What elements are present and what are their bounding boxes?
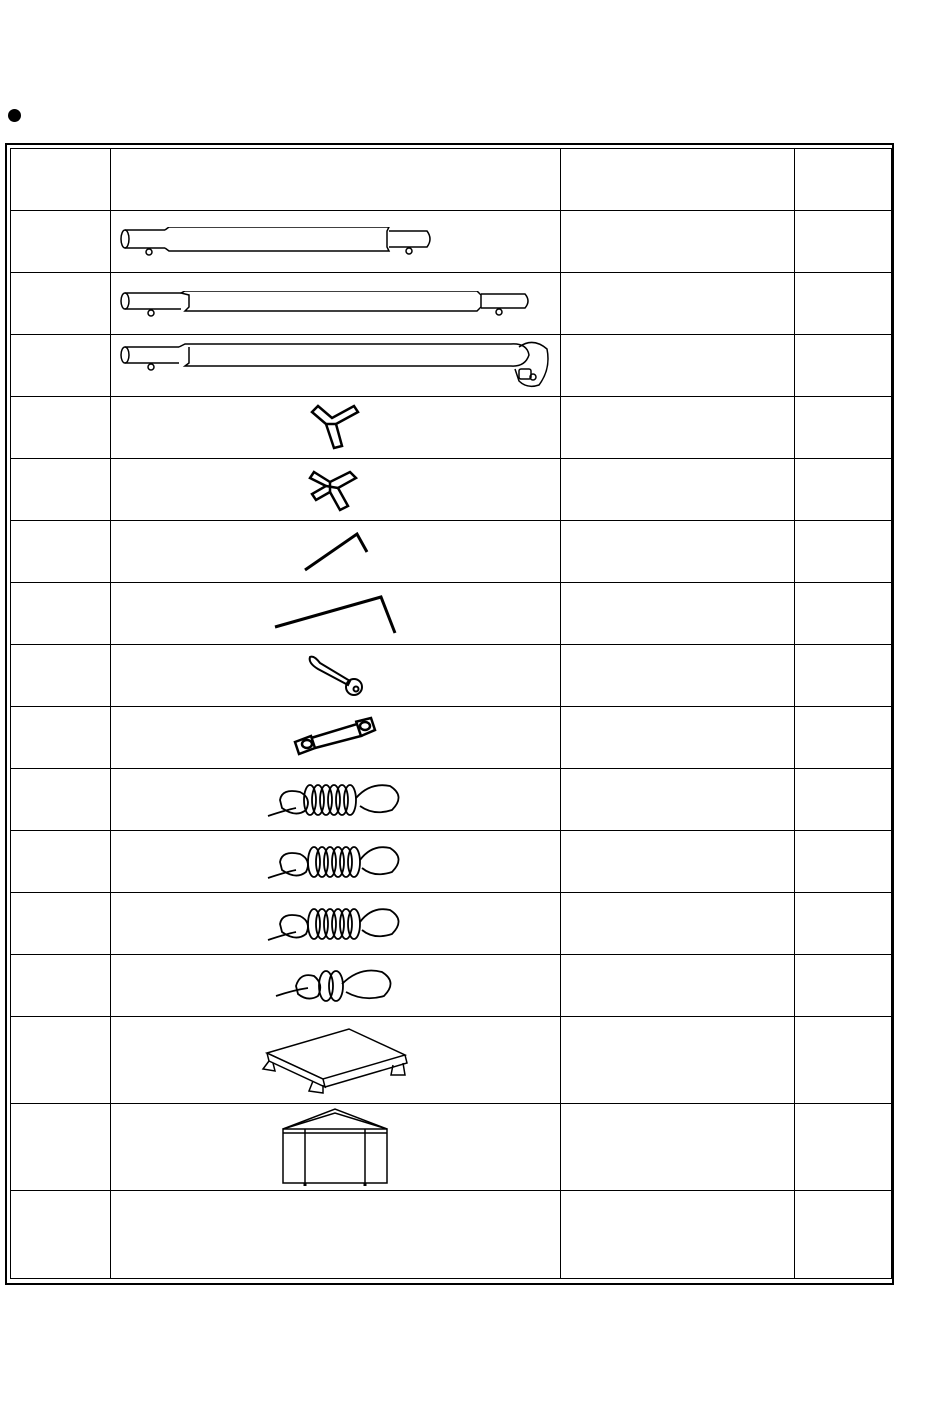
- picture-cell: [111, 769, 561, 831]
- quantity-cell: [795, 707, 892, 769]
- description-cell: [561, 1104, 795, 1191]
- description-cell: [561, 211, 795, 273]
- table-row: [11, 645, 892, 707]
- part-number-cell: [11, 459, 111, 521]
- picture-cell: [111, 211, 561, 273]
- quantity-cell: [795, 955, 892, 1017]
- header-row: [11, 149, 892, 211]
- bullet-icon: [8, 109, 21, 122]
- parts-table: [10, 148, 892, 1279]
- quantity-cell: [795, 459, 892, 521]
- canopy-roof-icon: [261, 1025, 411, 1095]
- part-number-cell: [11, 583, 111, 645]
- table-row: [11, 521, 892, 583]
- picture-cell: [111, 397, 561, 459]
- description-cell: [561, 459, 795, 521]
- picture-cell: [111, 335, 561, 397]
- description-cell: [561, 769, 795, 831]
- quantity-cell: [795, 273, 892, 335]
- part-number-cell: [11, 1104, 111, 1191]
- table-row: [11, 831, 892, 893]
- part-number-cell: [11, 521, 111, 583]
- description-cell: [561, 1191, 795, 1279]
- quantity-cell: [795, 769, 892, 831]
- description-cell: [561, 955, 795, 1017]
- part-number-cell: [11, 335, 111, 397]
- part-number-cell: [11, 1191, 111, 1279]
- part-number-cell: [11, 769, 111, 831]
- part-number-cell: [11, 707, 111, 769]
- table-row: [11, 397, 892, 459]
- description-cell: [561, 1017, 795, 1104]
- quantity-cell: [795, 211, 892, 273]
- header-cell-picture: [111, 149, 561, 211]
- quantity-cell: [795, 397, 892, 459]
- description-cell: [561, 397, 795, 459]
- description-cell: [561, 831, 795, 893]
- long-pole-icon: [119, 291, 539, 317]
- picture-cell: [111, 707, 561, 769]
- quantity-cell: [795, 645, 892, 707]
- medium-bungee-icon: [266, 902, 406, 946]
- description-cell: [561, 893, 795, 955]
- part-number-cell: [11, 955, 111, 1017]
- part-number-cell: [11, 397, 111, 459]
- picture-cell: [111, 1191, 561, 1279]
- quantity-cell: [795, 893, 892, 955]
- table-row: [11, 273, 892, 335]
- description-cell: [561, 273, 795, 335]
- part-number-cell: [11, 893, 111, 955]
- side-wall-icon: [281, 1107, 391, 1187]
- parts-list-sheet: [5, 143, 894, 1285]
- table-row: [11, 769, 892, 831]
- quantity-cell: [795, 521, 892, 583]
- picture-cell: [111, 1104, 561, 1191]
- table-row: [11, 459, 892, 521]
- header-cell-part: [11, 149, 111, 211]
- joint-bracket-icon: [291, 716, 381, 760]
- description-cell: [561, 707, 795, 769]
- picture-cell: [111, 459, 561, 521]
- part-number-cell: [11, 273, 111, 335]
- description-cell: [561, 335, 795, 397]
- header-cell-description: [561, 149, 795, 211]
- table-row: [11, 583, 892, 645]
- table-row: [11, 1191, 892, 1279]
- small-bungee-icon: [274, 964, 398, 1008]
- picture-cell: [111, 583, 561, 645]
- table-row: [11, 211, 892, 273]
- header-cell-quantity: [795, 149, 892, 211]
- picture-cell: [111, 521, 561, 583]
- table-row: [11, 893, 892, 955]
- quantity-cell: [795, 1104, 892, 1191]
- table-row: [11, 955, 892, 1017]
- picture-cell: [111, 893, 561, 955]
- short-pole-icon: [119, 227, 439, 257]
- quantity-cell: [795, 583, 892, 645]
- picture-cell: [111, 955, 561, 1017]
- medium-bungee-icon: [266, 840, 406, 884]
- table-row: [11, 707, 892, 769]
- table-row: [11, 1017, 892, 1104]
- picture-cell: [111, 645, 561, 707]
- description-cell: [561, 583, 795, 645]
- stake-icon: [304, 653, 368, 699]
- part-number-cell: [11, 1017, 111, 1104]
- description-cell: [561, 521, 795, 583]
- part-number-cell: [11, 831, 111, 893]
- foot-pole-icon: [119, 339, 559, 393]
- picture-cell: [111, 831, 561, 893]
- picture-cell: [111, 273, 561, 335]
- description-cell: [561, 645, 795, 707]
- four-way-connector-icon: [308, 466, 364, 514]
- table-row: [11, 1104, 892, 1191]
- part-number-cell: [11, 211, 111, 273]
- quantity-cell: [795, 1191, 892, 1279]
- picture-cell: [111, 1017, 561, 1104]
- three-way-connector-icon: [308, 404, 364, 452]
- short-angle-brace-icon: [301, 530, 371, 574]
- quantity-cell: [795, 831, 892, 893]
- part-number-cell: [11, 645, 111, 707]
- large-bungee-icon: [266, 778, 406, 822]
- table-row: [11, 335, 892, 397]
- long-angle-brace-icon: [271, 591, 401, 637]
- quantity-cell: [795, 1017, 892, 1104]
- quantity-cell: [795, 335, 892, 397]
